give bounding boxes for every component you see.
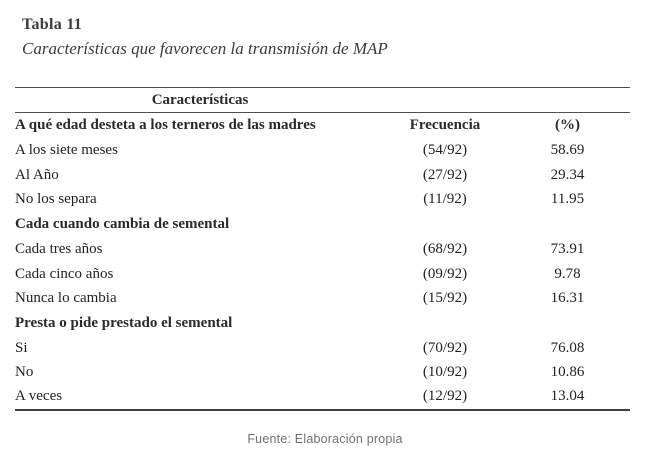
row-percent-cell [505,212,630,237]
table-row [15,336,630,361]
row-frequency-cell: (09/92) [422,265,468,282]
row-percent-cell: 58.69 [550,142,585,159]
table-row [15,237,630,262]
caption-spacer [505,88,630,113]
row-percent-cell: 16.31 [550,290,585,307]
row-percent-cell: 11.95 [550,191,585,208]
column-header-label: A qué edad desteta a los terneros de las madres [15,117,316,134]
table-number: Tabla 11 [22,16,83,33]
row-label-cell: No [15,364,34,381]
row-frequency-cell: (27/92) [422,166,468,183]
row-frequency-cell [385,311,505,336]
source-note: Fuente: Elaboración propia [247,432,403,446]
column-header-percent: (%) [555,117,580,134]
row-label-cell: Al Año [15,166,59,183]
row-label-cell: Nunca lo cambia [15,290,117,307]
section-header-label: Presta o pide prestado el semental [15,314,233,331]
row-percent-cell: 13.04 [505,385,630,410]
table-row [15,261,630,286]
row-frequency-cell: (12/92) [385,385,505,410]
row-label-cell: A veces [15,385,385,410]
row-frequency-cell: (54/92) [422,142,468,159]
row-frequency-cell: (11/92) [423,191,467,208]
table-row [15,187,630,212]
table-row [15,385,630,410]
row-percent-cell: 76.08 [550,339,585,356]
row-percent-cell [505,311,630,336]
table-caption-row [15,88,630,113]
row-frequency-cell: (10/92) [422,364,468,381]
row-label-cell: Cada cinco años [15,265,114,282]
caption-spacer [385,88,505,113]
table-title: Características que favorecen la transmisión de MAP [22,39,388,58]
table-row [15,286,630,311]
row-percent-cell: 10.86 [550,364,585,381]
row-frequency-cell [385,212,505,237]
row-frequency-cell: (70/92) [422,339,468,356]
table-row [15,360,630,385]
table-title-block [22,14,628,60]
row-percent-cell: 73.91 [550,240,585,257]
table-caption: Características [15,88,385,113]
section-header-row [15,212,630,237]
row-percent-cell: 9.78 [554,265,581,282]
section-header-label: Cada cuando cambia de semental [15,216,230,233]
data-table [15,87,630,411]
table-row [15,138,630,163]
row-percent-cell: 29.34 [550,166,585,183]
row-label-cell: A los siete meses [15,142,118,159]
row-frequency-cell: (68/92) [422,240,468,257]
section-header-row [15,311,630,336]
row-label-cell: Si [15,339,28,356]
column-header-frequency: Frecuencia [409,117,481,134]
row-frequency-cell: (15/92) [422,290,468,307]
column-header-row [15,113,630,139]
row-label-cell: Cada tres años [15,240,103,257]
table-row [15,163,630,188]
row-label-cell: No los separa [15,191,97,208]
